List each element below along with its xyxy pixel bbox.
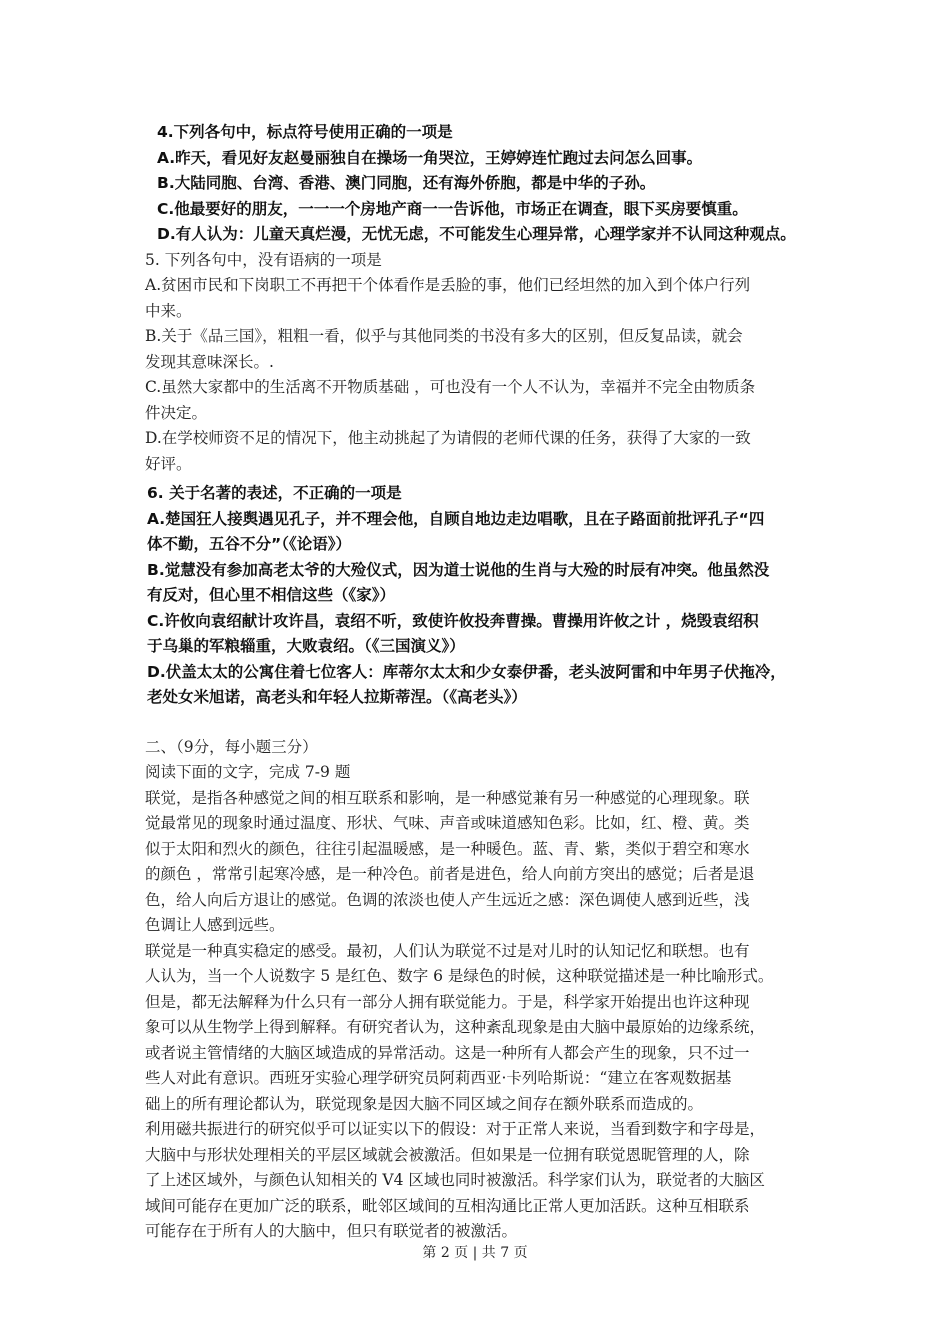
question-5-option-a-line1: A.贫困市民和下岗职工不再把干个体看作是丢脸的事，他们已经坦然的加入到个体户行列 bbox=[145, 276, 751, 294]
question-6-option-b-line2: 有反对，但心里不相信这些（《家》） bbox=[147, 586, 396, 604]
passage-line: 或者说主管情绪的大脑区域造成的异常活动。这是一种所有人都会产生的现象，只不过一 bbox=[145, 1043, 750, 1062]
question-5-stem: 5. 下列各句中，没有语病的一项是 bbox=[145, 250, 382, 269]
question-6-stem: 6. 关于名著的表述，不正确的一项是 bbox=[147, 484, 402, 502]
question-5-option-d-line1: D.在学校师资不足的情况下，他主动挑起了为请假的老师代课的任务，获得了大家的一致 bbox=[145, 429, 751, 447]
passage-paragraph-3 bbox=[145, 1117, 835, 1245]
question-4-option-c: C.他最要好的朋友，一一一个房地产商一一告诉他，市场正在调查，眼下买房要慎重。 bbox=[157, 199, 748, 218]
question-4 bbox=[157, 120, 835, 248]
passage-line: 大脑中与形状处理相关的平层区域就会被激活。但如果是一位拥有联觉恩昵管理的人，除 bbox=[145, 1145, 750, 1164]
passage-line: 觉最常见的现象时通过温度、形状、气味、声音或味道感知色彩。比如，红、橙、黄。类 bbox=[145, 814, 750, 832]
question-5-option-a-line2: 中来。 bbox=[145, 301, 192, 320]
question-6-option-d-line2: 老处女米旭诺，高老头和年轻人拉斯蒂涅。（《高老头》） bbox=[147, 688, 527, 706]
passage-line: 了上述区域外，与颜色认知相关的 V4 区域也同时被激活。科学家们认为，联觉者的大脑区 bbox=[145, 1171, 765, 1189]
question-5-option-c-line2: 件决定。 bbox=[145, 403, 208, 422]
question-6-option-c-line2: 于乌巢的军粮辎重，大败袁绍。（《三国演义》） bbox=[147, 637, 465, 655]
question-4-option-a: A.昨天，看见好友赵曼丽独自在操场一角哭泣，王婷婷连忙跑过去问怎么回事。 bbox=[157, 148, 703, 167]
passage-line: 础上的所有理论都认为，联觉现象是因大脑不同区域之间存在额外联系而造成的。 bbox=[145, 1094, 704, 1113]
question-5-option-b-line2: 发现其意味深长。. bbox=[145, 352, 274, 371]
section-2-header: 二、（9分，每小题三分） bbox=[145, 737, 318, 756]
page-content bbox=[145, 120, 835, 1245]
section-2 bbox=[145, 735, 835, 1245]
question-5-option-c-line1: C.虽然大家都中的生活离不开物质基础 ，可也没有一个人不认为，幸福并不完全由物质条 bbox=[145, 378, 756, 396]
question-5-option-d-line2: 好评。 bbox=[145, 454, 192, 473]
question-4-option-b: B.大陆同胞、台湾、香港、澳门同胞，还有海外侨胞，都是中华的子孙。 bbox=[157, 174, 656, 192]
page-footer: 第 2 页 | 共 7 页 bbox=[422, 1245, 528, 1261]
passage-line: 联觉，是指各种感觉之间的相互联系和影响，是一种感觉兼有另一种感觉的心理现象。联 bbox=[145, 788, 750, 807]
passage-line: 色调让人感到远些。 bbox=[145, 916, 285, 934]
question-6-option-c-line1: C.许攸向袁绍献计攻许昌，袁绍不听，致使许攸投奔曹操。曹操用许攸之计 ，烧毁袁绍积 bbox=[147, 611, 759, 630]
passage-paragraph-1 bbox=[145, 786, 835, 939]
passage-line: 利用磁共振进行的研究似乎可以证实以下的假设：对于正常人来说，当看到数字和字母是， bbox=[145, 1120, 766, 1138]
question-5-option-b-line1: B.关于《品三国》，粗粗一看，似乎与其他同类的书没有多大的区别，但反复品读，就会 bbox=[145, 327, 743, 345]
passage-line: 域间可能存在更加广泛的联系，毗邻区域间的互相沟通比正常人更加活跃。这种互相联系 bbox=[145, 1196, 750, 1215]
passage-line: 色，给人向后方退让的感觉。色调的浓淡也使人产生远近之感：深色调使人感到近些，浅 bbox=[145, 890, 750, 909]
question-5 bbox=[145, 248, 835, 478]
passage-paragraph-2 bbox=[145, 939, 835, 1118]
passage-line: 的颜色 ，常常引起寒冷感，是一种冷色。前者是进色，给人向前方突出的感觉；后者是退 bbox=[145, 865, 755, 883]
passage-line: 些人对此有意识。西班牙实验心理学研究员阿莉西亚·卡列哈斯说：“建立在客观数据基 bbox=[145, 1069, 732, 1087]
question-6-option-b-line1: B.觉慧没有参加高老太爷的大殓仪式，因为道士说他的生肖与大殓的时辰有冲突。他虽然没 bbox=[147, 560, 770, 579]
question-6 bbox=[147, 481, 835, 711]
passage-line: 可能存在于所有人的大脑中，但只有联觉者的被激活。 bbox=[145, 1222, 518, 1240]
question-4-option-d: D.有人认为：儿童天真烂漫，无忧无虑，不可能发生心理异常，心理学家并不认同这种观点。 bbox=[157, 225, 796, 243]
question-4-stem: 4.下列各句中，标点符号使用正确的一项是 bbox=[157, 123, 453, 141]
passage-line: 人认为，当一个人说数字 5 是红色、数字 6 是绿色的时候，这种联觉描述是一种比喻形式。 bbox=[145, 967, 774, 985]
passage-line: 联觉是一种真实稳定的感受。最初，人们认为联觉不过是对儿时的认知记忆和联想。也有 bbox=[145, 941, 750, 960]
question-6-option-a-line2: 体不勤，五谷不分”（《论语》） bbox=[147, 535, 351, 553]
question-6-option-d-line1: D.伏盖太太的公寓住着七位客人：库蒂尔太太和少女泰伊番，老头波阿雷和中年男子伏拖冷， bbox=[147, 662, 786, 681]
passage-line: 但是，都无法解释为什么只有一部分人拥有联觉能力。于是，科学家开始提出也许这种现 bbox=[145, 992, 750, 1011]
passage-line: 象可以从生物学上得到解释。有研究者认为，这种紊乱现象是由大脑中最原始的边缘系统， bbox=[145, 1018, 766, 1036]
passage-line: 似于太阳和烈火的颜色，往往引起温暖感，是一种暖色。蓝、青、紫，类似于碧空和寒水 bbox=[145, 839, 750, 858]
question-6-option-a-line1: A.楚国狂人接舆遇见孔子，并不理会他，自顾自地边走边唱歌，且在子路面前批评孔子“四 bbox=[147, 509, 765, 528]
section-2-instruction: 阅读下面的文字，完成 7-9 题 bbox=[145, 763, 351, 781]
